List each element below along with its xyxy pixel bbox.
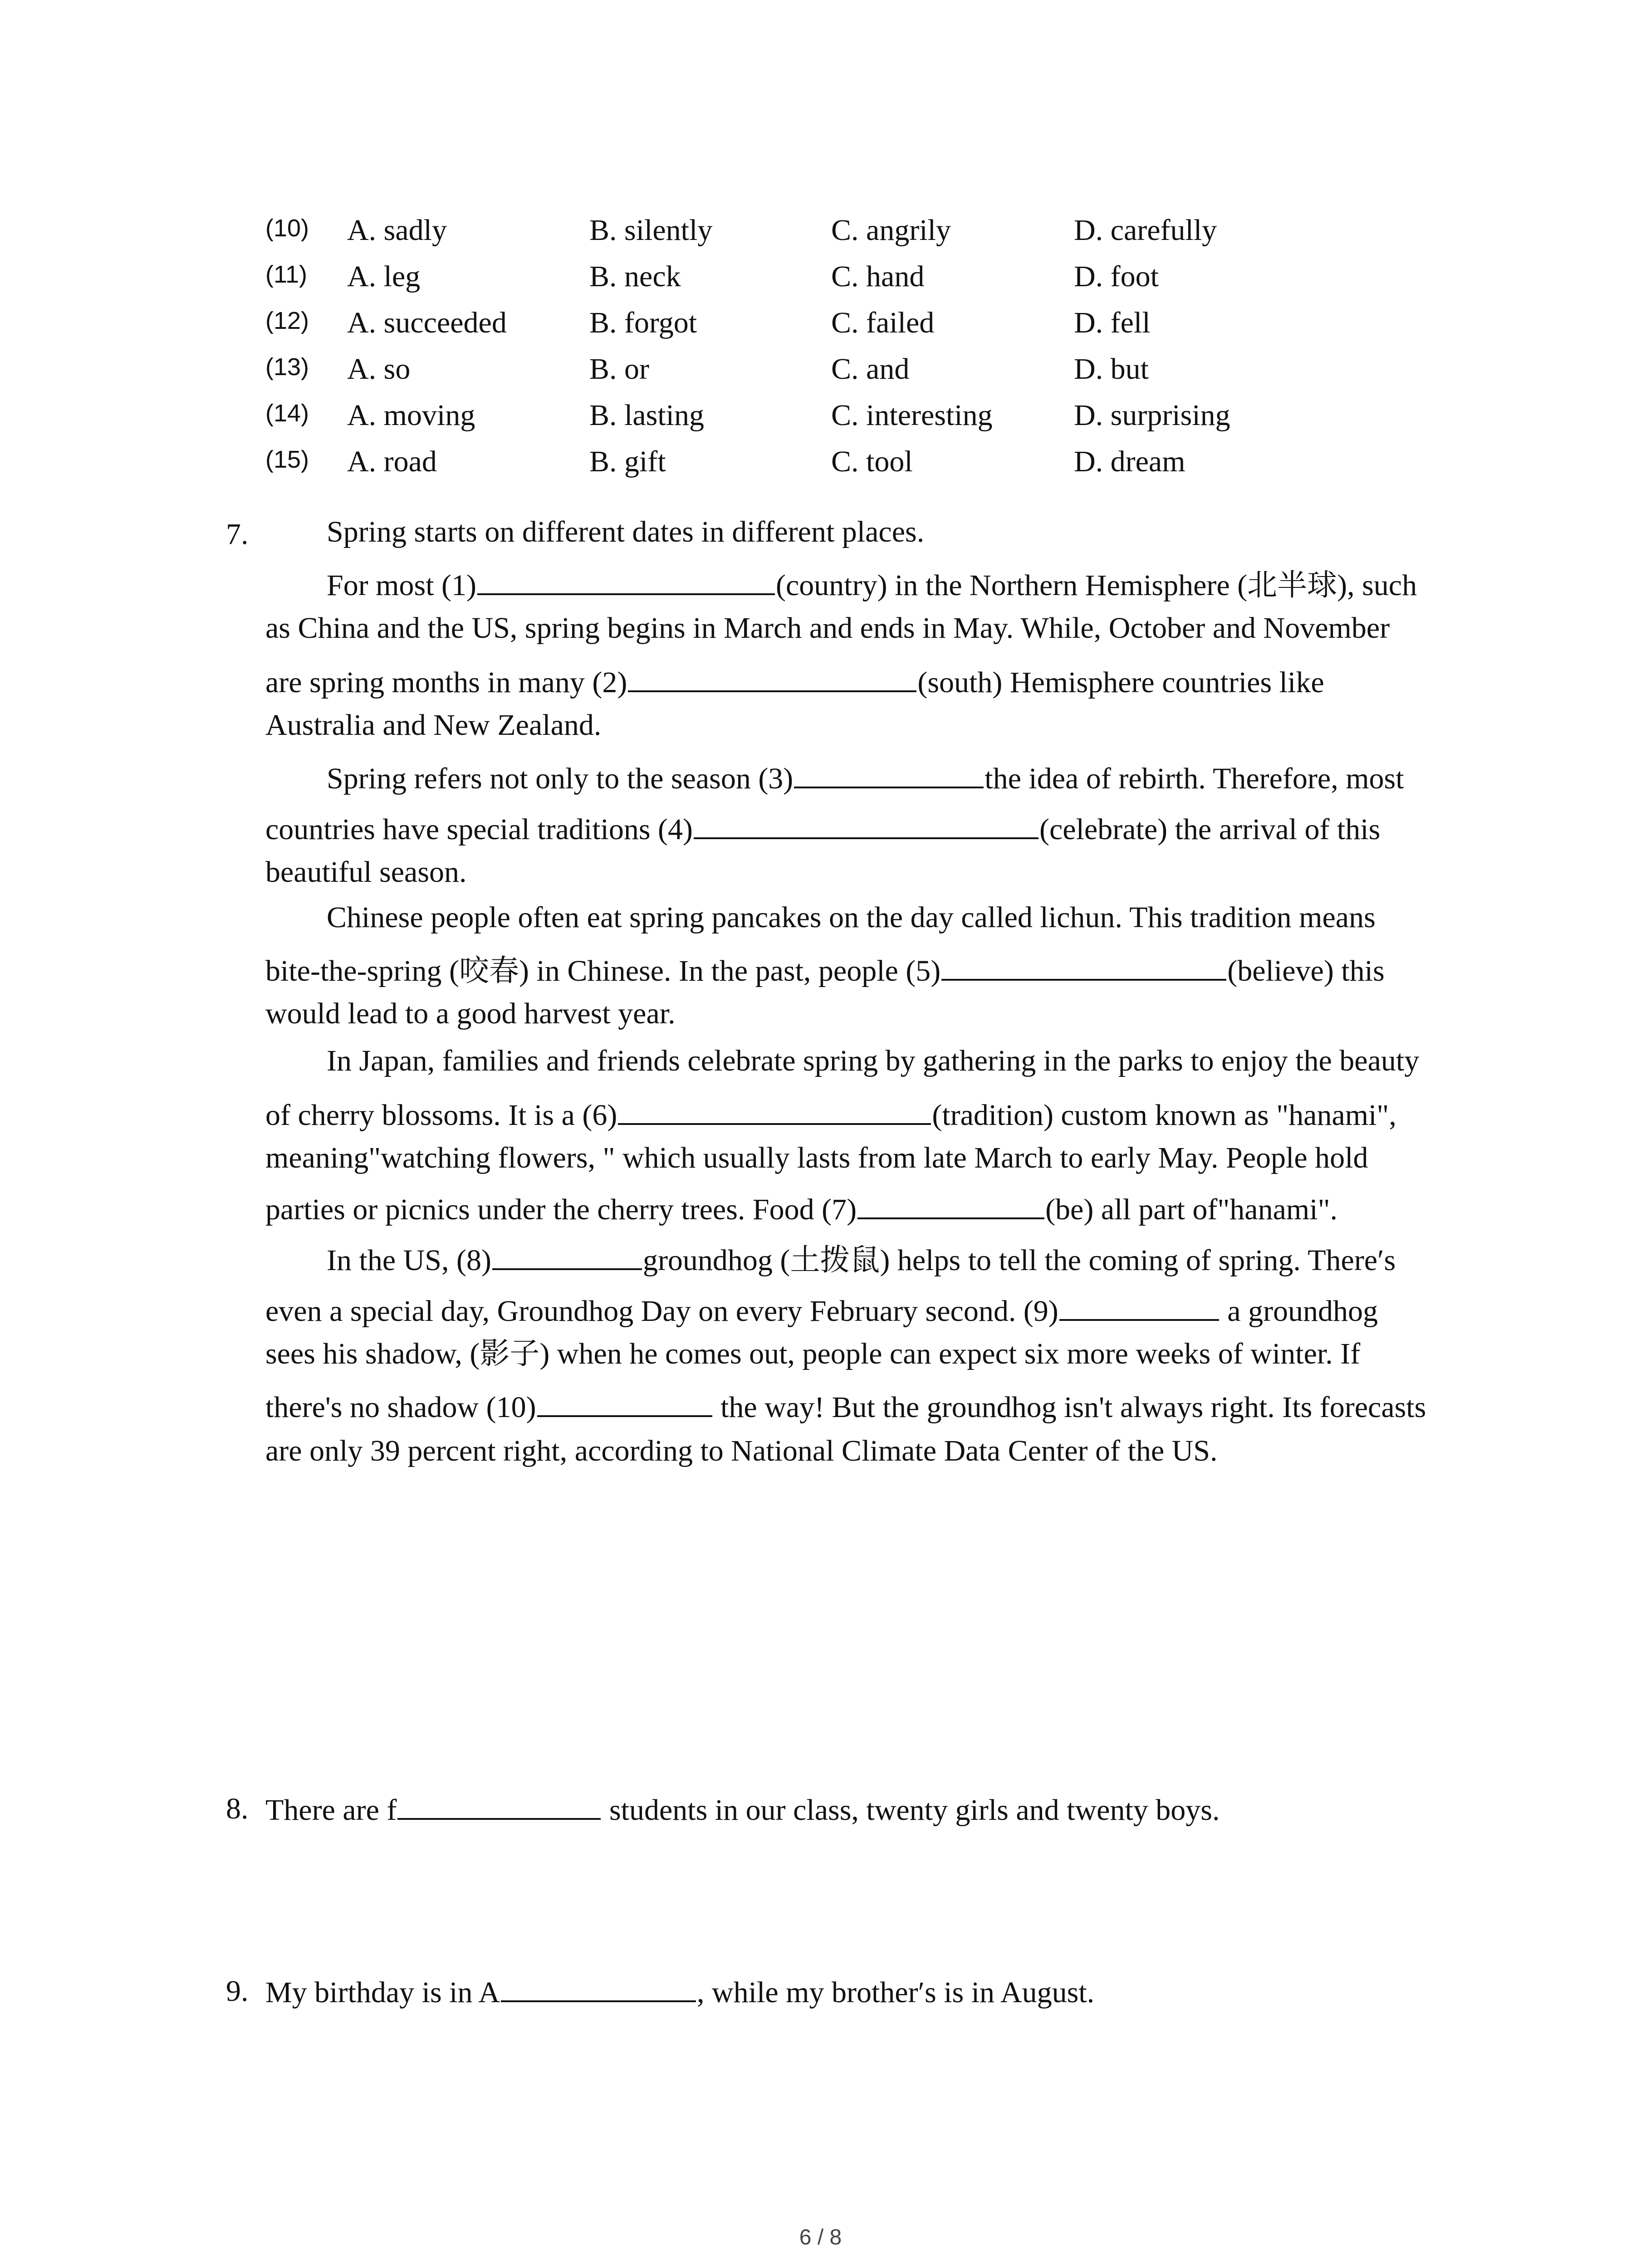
question-text	[265, 1792, 1220, 1825]
passage-line: are only 39 percent right, according to National Climate Data Center of the US.	[265, 1434, 1218, 1467]
blank-10[interactable]	[537, 1389, 712, 1417]
passage-line	[265, 1293, 1378, 1326]
option-b: B. silently	[589, 214, 713, 247]
text-segment: the idea of rebirth. Therefore, most	[985, 762, 1404, 795]
text-segment: a groundhog	[1227, 1295, 1378, 1328]
option-a: A. succeeded	[347, 306, 507, 339]
option-a: A. leg	[347, 260, 421, 293]
text-segment: (believe) this	[1227, 954, 1385, 987]
option-d: D. carefully	[1074, 214, 1217, 247]
question-number: 8.	[226, 1792, 249, 1825]
option-a: A. sadly	[347, 214, 447, 247]
option-b: B. gift	[589, 445, 666, 478]
option-d: D. fell	[1074, 306, 1151, 339]
passage-line: as China and the US, spring begins in March and ends in May. While, October and November	[265, 611, 1390, 645]
option-b: B. lasting	[589, 399, 705, 432]
answer-blank[interactable]	[397, 1792, 601, 1820]
passage-line	[327, 1242, 1396, 1276]
text-segment: (celebrate) the arrival of this	[1039, 813, 1381, 846]
text-segment: there's no shadow (10)	[265, 1391, 536, 1424]
passage-line: Australia and New Zealand.	[265, 709, 602, 742]
passage-line: Chinese people often eat spring pancakes on the day called lichun. This tradition means	[327, 901, 1376, 934]
option-number: (14)	[265, 400, 309, 427]
passage-line: beautiful season.	[265, 855, 467, 889]
blank-2[interactable]	[628, 664, 916, 692]
option-number: (11)	[265, 261, 308, 288]
text-segment: For most (1)	[327, 569, 476, 602]
passage-line	[265, 1191, 1337, 1225]
option-d: D. dream	[1074, 445, 1185, 478]
option-c: C. tool	[831, 445, 913, 478]
text-segment: (country) in the Northern Hemisphere (北半球), such	[776, 569, 1417, 602]
passage-line	[265, 811, 1380, 845]
text-segment: (tradition) custom known as "hanami",	[932, 1099, 1396, 1132]
option-c: C. hand	[831, 260, 925, 293]
option-b: B. or	[589, 352, 649, 386]
text-segment: Spring refers not only to the season (3)	[327, 762, 794, 795]
option-d: D. surprising	[1074, 399, 1230, 432]
text-segment: , while my brother′s is in August.	[697, 1976, 1095, 2009]
option-d: D. but	[1074, 352, 1149, 386]
blank-6[interactable]	[618, 1097, 931, 1125]
text-segment: (south) Hemisphere countries like	[917, 666, 1324, 699]
text-segment: of cherry blossoms. It is a (6)	[265, 1099, 617, 1132]
option-c: C. angrily	[831, 214, 951, 247]
option-b: B. forgot	[589, 306, 697, 339]
option-number: (15)	[265, 446, 309, 473]
blank-5[interactable]	[941, 953, 1226, 981]
text-segment: are spring months in many (2)	[265, 666, 627, 699]
passage-line	[265, 1097, 1396, 1130]
text-segment: There are f	[265, 1794, 397, 1827]
option-row	[265, 445, 1354, 491]
answer-blank[interactable]	[501, 1974, 696, 2002]
text-segment: students in our class, twenty girls and twenty boys.	[609, 1794, 1220, 1827]
text-segment: countries have special traditions (4)	[265, 813, 693, 846]
text-segment: bite-the-spring (咬春) in Chinese. In the past, people (5)	[265, 954, 941, 987]
passage-line	[265, 953, 1385, 986]
option-row	[265, 352, 1354, 398]
text-segment: the way! But the groundhog isn't always right. Its forecasts	[720, 1391, 1426, 1424]
options-table	[265, 213, 1354, 491]
option-number: (12)	[265, 307, 309, 334]
blank-9[interactable]	[1059, 1293, 1219, 1321]
passage-line	[265, 1389, 1426, 1422]
text-segment: even a special day, Groundhog Day on every February second. (9)	[265, 1295, 1058, 1328]
text-segment: In the US, (8)	[327, 1244, 491, 1277]
option-row	[265, 213, 1354, 259]
option-d: D. foot	[1074, 260, 1159, 293]
option-c: C. and	[831, 352, 910, 386]
option-row	[265, 306, 1354, 352]
question-number: 7.	[226, 518, 249, 551]
passage-title: Spring starts on different dates in different places.	[327, 515, 925, 548]
question-text	[265, 1974, 1094, 2008]
blank-7[interactable]	[857, 1191, 1044, 1219]
option-a: A. so	[347, 352, 411, 386]
text-segment: (be) all part of"hanami".	[1045, 1193, 1338, 1226]
option-row	[265, 398, 1354, 445]
option-c: C. interesting	[831, 399, 993, 432]
page-number: 6 / 8	[799, 2225, 842, 2249]
passage-line: would lead to a good harvest year.	[265, 997, 676, 1030]
passage-line: meaning"watching flowers, " which usually lasts from late March to early May. People hold	[265, 1141, 1368, 1174]
passage-line: In Japan, families and friends celebrate spring by gathering in the parks to enjoy the beauty	[327, 1044, 1420, 1077]
blank-4[interactable]	[694, 811, 1038, 839]
option-b: B. neck	[589, 260, 681, 293]
option-c: C. failed	[831, 306, 935, 339]
text-segment: parties or picnics under the cherry trees. Food (7)	[265, 1193, 857, 1226]
passage-line	[265, 664, 1324, 698]
question-number: 9.	[226, 1975, 249, 2008]
passage-line: sees his shadow, (影子) when he comes out, people can expect six more weeks of winter. If	[265, 1337, 1361, 1370]
blank-1[interactable]	[477, 567, 775, 595]
passage-line	[327, 567, 1417, 601]
option-row	[265, 259, 1354, 306]
blank-8[interactable]	[492, 1242, 642, 1270]
passage-line	[327, 760, 1404, 794]
blank-3[interactable]	[794, 760, 984, 788]
text-segment: My birthday is in A	[265, 1976, 500, 2009]
option-number: (13)	[265, 353, 309, 381]
option-a: A. road	[347, 445, 437, 478]
option-number: (10)	[265, 215, 309, 242]
option-a: A. moving	[347, 399, 475, 432]
text-segment: groundhog (土拨鼠) helps to tell the coming of spring. There′s	[642, 1244, 1396, 1277]
